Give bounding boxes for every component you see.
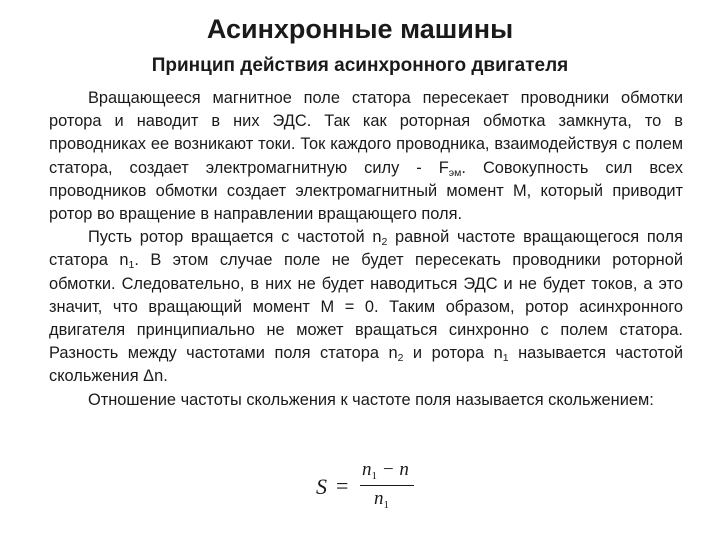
paragraph-principle (49, 87, 683, 226)
formula-equals: = (336, 473, 349, 498)
slide-subtitle: Принцип действия асинхронного двигателя (151, 55, 569, 76)
numerator-minus-n: − n (377, 459, 409, 480)
body-text (49, 87, 683, 412)
slide-title: Асинхронные машины (206, 14, 514, 44)
formula-lhs: S (316, 474, 327, 499)
paragraph-definition: Отношение частоты скольжения к частоте поля называется скольжением: (88, 390, 654, 409)
slip-text-5: называется частотой скольжения Δn. (49, 344, 683, 386)
slip-text-1: Пусть ротор вращается с частотой n (88, 228, 382, 247)
fraction-bar (360, 485, 414, 486)
slip-text-2: равной частоте вращающегося поля статора n (49, 228, 683, 270)
denominator-subscript: 1 (383, 499, 389, 511)
formula-denominator (374, 488, 389, 510)
slip-subscript-3: 2 (397, 352, 404, 365)
slip-subscript-4: 1 (502, 352, 509, 365)
paragraph-slip (49, 226, 683, 388)
formula-numerator (362, 459, 409, 481)
numerator-subscript: 1 (371, 470, 377, 482)
slip-formula (312, 458, 422, 528)
paragraph-principle-tail: . Совокупность сил всех проводников обмотки создает электромагнитный момент М, который приводит ротор во вращение в направлении вращающего поля. (49, 158, 683, 224)
slip-text-3: . В этом случае поле не будет пересекать проводники роторной обмотки. Следовательно, в них не будет наводиться ЭДС и не будет токов, а это значит, что вращающий момент М = 0. Таким образом, ротор асинхронного двигателя принципиально не может вращаться синхронно с полем статора. Разность между частотами поля статора n (49, 251, 683, 363)
numerator-n1: n (362, 459, 372, 480)
paragraph-principle-text: Вращающееся магнитное поле статора пересекает проводники обмотки ротора и наводит в них ЭДС. Так как роторная обмотка замкнута, то в проводниках ее возникают токи. Ток каждого проводника, взаимодействуя с полем статора, создает электромагнитную силу - F (49, 89, 683, 177)
slip-text-4: и ротора n (403, 344, 503, 363)
slip-subscript-1: 2 (381, 236, 388, 249)
force-subscript: эм (448, 166, 462, 179)
slip-subscript-2: 1 (128, 259, 135, 272)
denominator-n: n (374, 488, 384, 509)
